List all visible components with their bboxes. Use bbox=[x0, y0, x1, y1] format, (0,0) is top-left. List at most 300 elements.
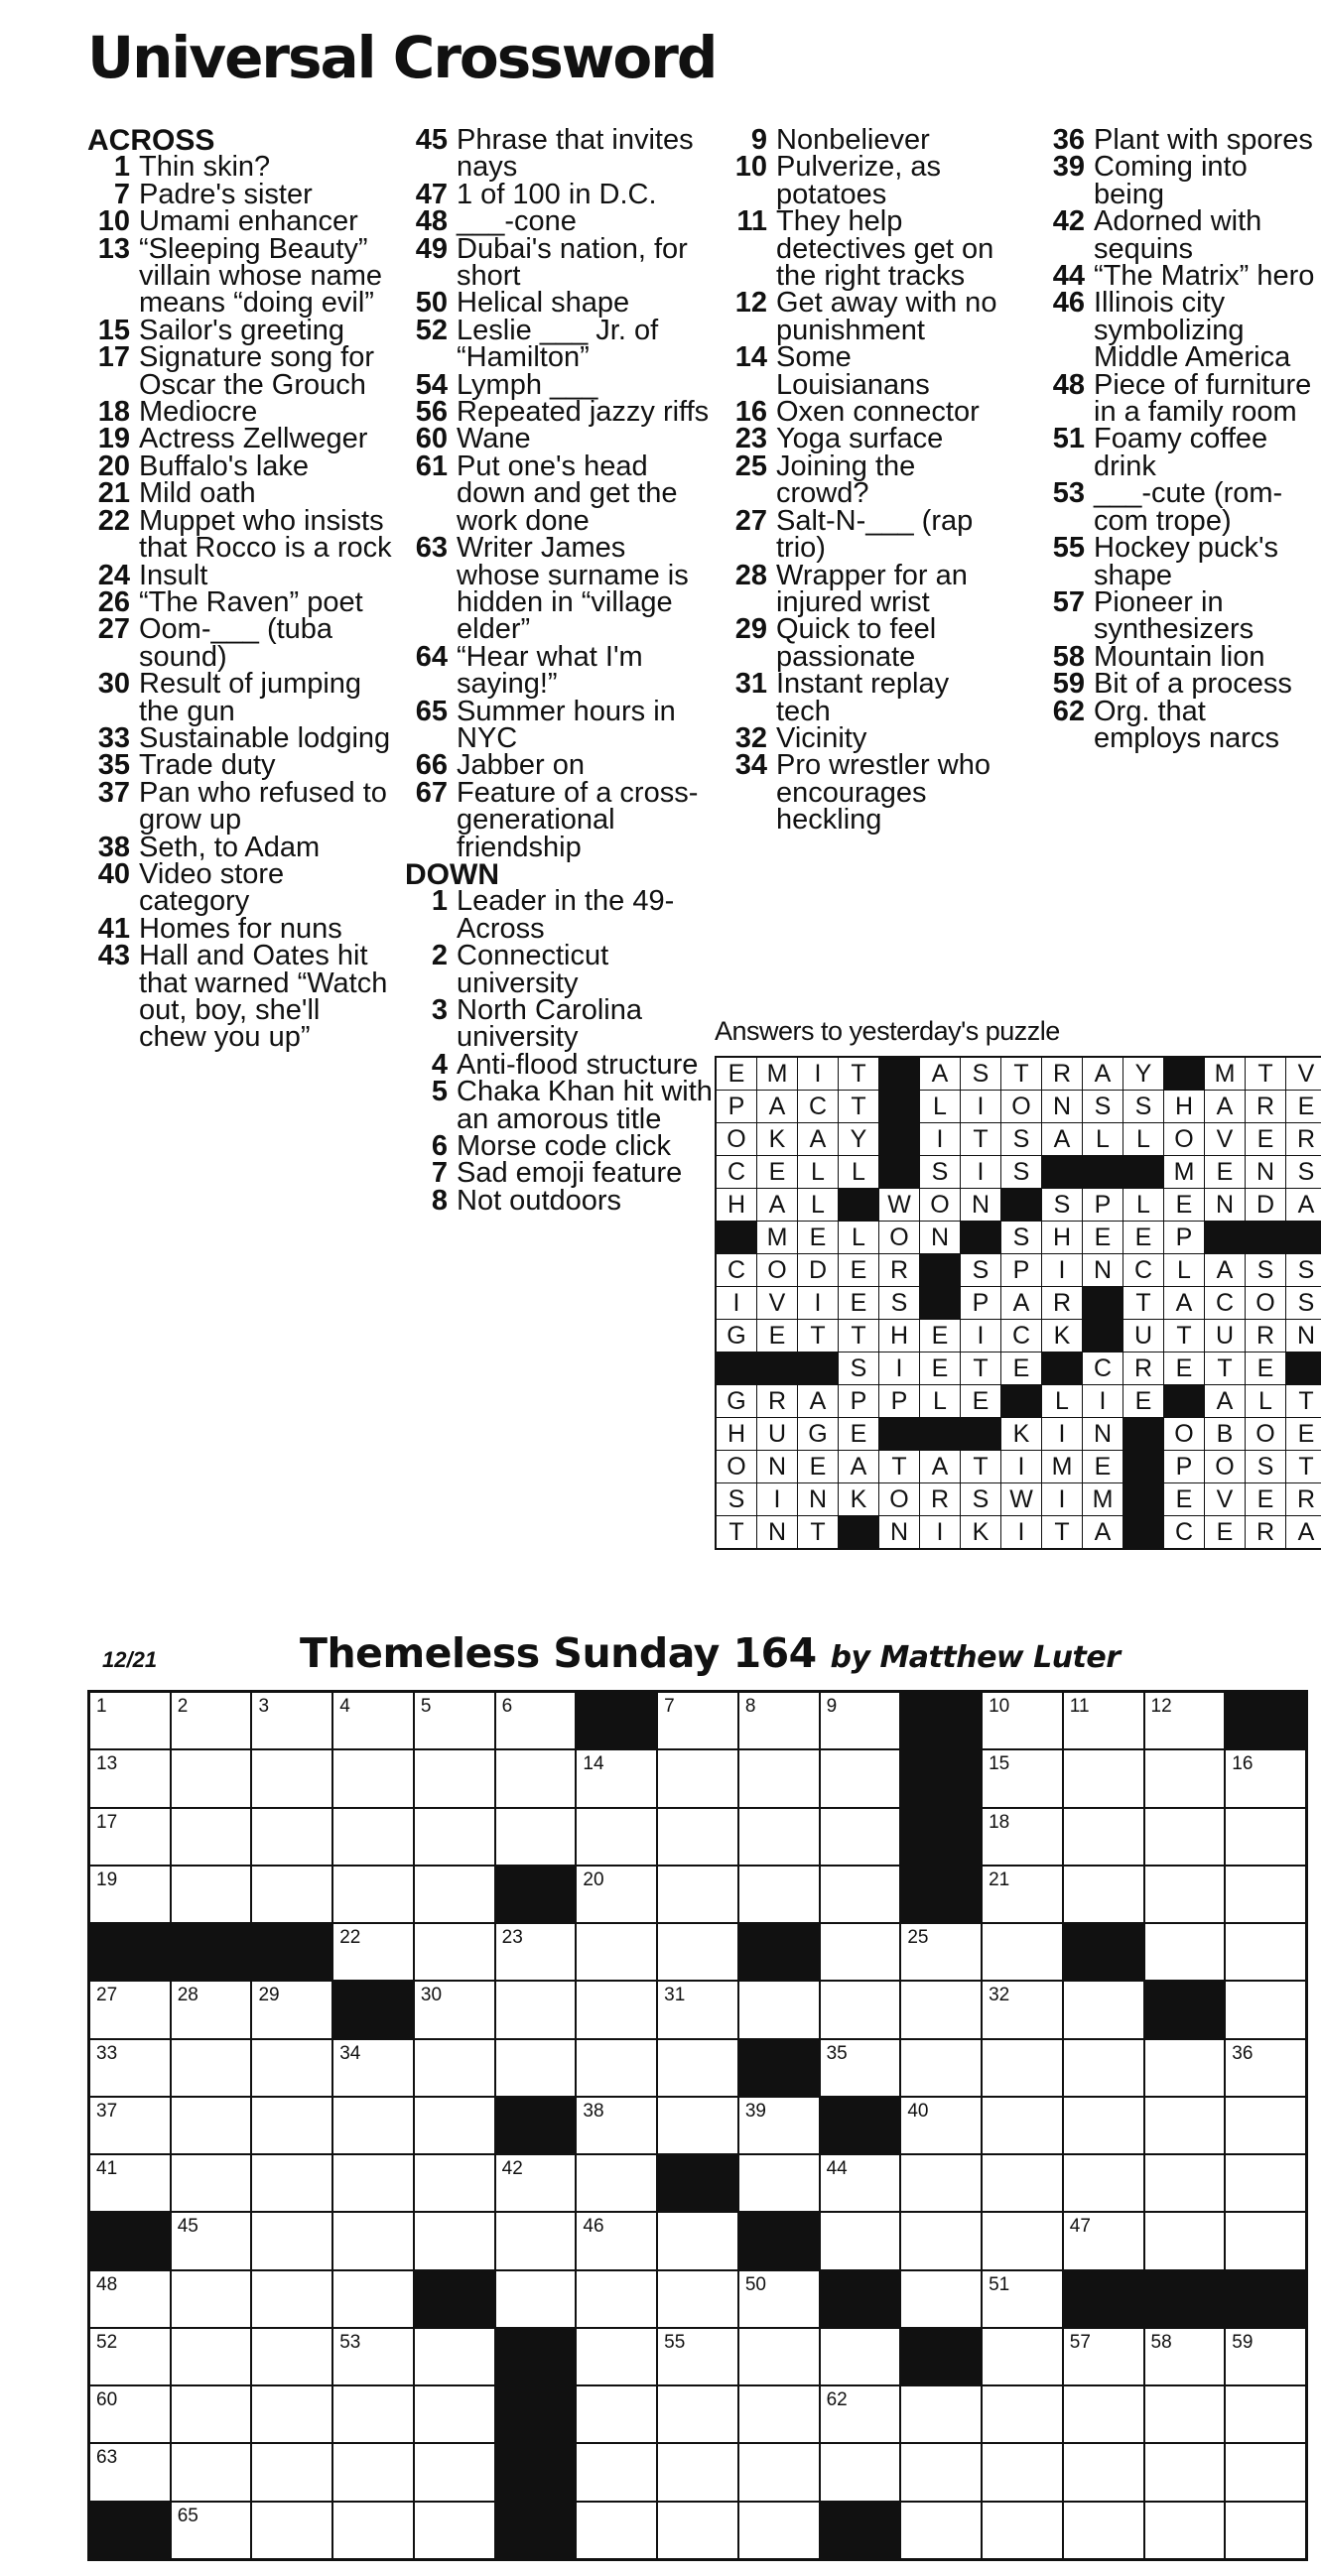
grid-cell[interactable] bbox=[1064, 2213, 1143, 2268]
grid-cell[interactable] bbox=[821, 1693, 900, 1748]
clue-text: Feature of a cross-generational friendship bbox=[457, 776, 699, 863]
grid-cell[interactable] bbox=[1064, 2098, 1143, 2153]
grid-cell[interactable] bbox=[90, 2098, 170, 2153]
grid-cell[interactable] bbox=[983, 2098, 1062, 2153]
grid-cell[interactable] bbox=[333, 2155, 413, 2211]
clue-text: Sailor's greeting bbox=[139, 314, 345, 346]
grid-cell[interactable] bbox=[415, 2155, 494, 2211]
grid-cell[interactable] bbox=[577, 2040, 656, 2096]
answer-cell: A bbox=[757, 1189, 797, 1221]
answer-cell: R bbox=[879, 1254, 919, 1286]
grid-cell[interactable] bbox=[1145, 1750, 1225, 1806]
grid-cell[interactable] bbox=[496, 2155, 576, 2211]
grid-cell[interactable] bbox=[1145, 2213, 1225, 2268]
grid-cell[interactable] bbox=[172, 1982, 251, 2037]
clue-text: Connecticut university bbox=[457, 940, 609, 999]
grid-cell[interactable] bbox=[821, 2329, 900, 2384]
grid-cell[interactable] bbox=[1064, 1750, 1143, 1806]
grid-cell[interactable] bbox=[415, 1867, 494, 1922]
clue-number: 52 bbox=[415, 314, 448, 346]
grid-cell[interactable] bbox=[739, 2444, 819, 2500]
grid-cell[interactable] bbox=[821, 2213, 900, 2268]
grid-cell[interactable] bbox=[415, 2098, 494, 2153]
grid-cell[interactable] bbox=[1226, 1982, 1305, 2037]
grid-cell[interactable] bbox=[496, 1693, 576, 1748]
grid-cell[interactable] bbox=[821, 2444, 900, 2500]
grid-cell[interactable] bbox=[90, 2040, 170, 2096]
answer-block bbox=[798, 1352, 838, 1384]
clue bbox=[405, 532, 713, 646]
grid-cell[interactable] bbox=[496, 1750, 576, 1806]
grid-cell[interactable] bbox=[252, 2155, 331, 2211]
grid-cell[interactable] bbox=[333, 1867, 413, 1922]
grid-cell[interactable] bbox=[1145, 2503, 1225, 2558]
grid-cell[interactable] bbox=[658, 1982, 737, 2037]
grid-cell[interactable] bbox=[172, 1867, 251, 1922]
grid-cell[interactable] bbox=[415, 1924, 494, 1980]
clue-number: 27 bbox=[97, 613, 130, 646]
grid-cell[interactable] bbox=[333, 1924, 413, 1980]
answer-cell: E bbox=[839, 1287, 878, 1319]
grid-cell[interactable] bbox=[415, 1809, 494, 1865]
grid-cell[interactable] bbox=[1226, 2444, 1305, 2500]
grid-cell[interactable] bbox=[577, 1924, 656, 1980]
grid-cell[interactable] bbox=[983, 1867, 1062, 1922]
clue-text: Anti-flood structure bbox=[457, 1048, 699, 1081]
grid-cell[interactable] bbox=[658, 2040, 737, 2096]
grid-cell[interactable] bbox=[739, 2386, 819, 2442]
grid-cell[interactable] bbox=[1226, 2040, 1305, 2096]
grid-cell[interactable] bbox=[1145, 1924, 1225, 1980]
grid-cell[interactable] bbox=[415, 2503, 494, 2558]
grid-cell[interactable] bbox=[1064, 1809, 1143, 1865]
answer-cell: T bbox=[1042, 1516, 1082, 1548]
clue bbox=[725, 341, 1007, 401]
grid-cell[interactable] bbox=[496, 2271, 576, 2327]
grid-cell[interactable] bbox=[739, 2098, 819, 2153]
clue-text: “The Raven” poet bbox=[139, 585, 363, 618]
grid-cell[interactable] bbox=[658, 2213, 737, 2268]
grid-cell[interactable] bbox=[983, 2386, 1062, 2442]
answer-cell: W bbox=[1001, 1483, 1041, 1515]
grid-cell[interactable] bbox=[577, 2271, 656, 2327]
grid-cell[interactable] bbox=[333, 2040, 413, 2096]
grid-cell[interactable] bbox=[333, 1750, 413, 1806]
clue bbox=[87, 450, 395, 482]
grid-cell[interactable] bbox=[983, 1924, 1062, 1980]
grid-cell[interactable] bbox=[252, 2098, 331, 2153]
clue bbox=[87, 341, 395, 401]
grid-cell[interactable] bbox=[983, 2040, 1062, 2096]
answer-cell: I bbox=[1042, 1418, 1082, 1450]
answer-cell: E bbox=[798, 1451, 838, 1482]
grid-cell[interactable] bbox=[821, 1924, 900, 1980]
clue-text: ___-cute (rom-com trope) bbox=[1094, 477, 1283, 537]
grid-cell[interactable] bbox=[1064, 2503, 1143, 2558]
answer-cell: S bbox=[961, 1254, 1000, 1286]
grid-block bbox=[821, 2503, 900, 2558]
grid-cell[interactable] bbox=[172, 1750, 251, 1806]
grid-cell[interactable] bbox=[252, 2040, 331, 2096]
clue bbox=[1042, 423, 1320, 482]
answer-cell: O bbox=[879, 1222, 919, 1253]
grid-cell[interactable] bbox=[90, 2329, 170, 2384]
grid-cell[interactable] bbox=[658, 1809, 737, 1865]
grid-cell[interactable] bbox=[172, 2503, 251, 2558]
grid-cell[interactable] bbox=[1145, 2155, 1225, 2211]
answer-cell: M bbox=[1164, 1156, 1204, 1188]
grid-cell[interactable] bbox=[901, 2155, 981, 2211]
clue-text: Hall and Oates hit that warned “Watch out, boy, she'll chew you up” bbox=[139, 940, 388, 1054]
grid-cell[interactable] bbox=[252, 1693, 331, 1748]
clue-text: Summer hours in NYC bbox=[457, 695, 676, 754]
grid-cell[interactable] bbox=[577, 2155, 656, 2211]
grid-cell[interactable] bbox=[983, 1809, 1062, 1865]
grid-cell[interactable] bbox=[658, 1693, 737, 1748]
grid-cell[interactable] bbox=[333, 2444, 413, 2500]
grid-cell[interactable] bbox=[983, 2213, 1062, 2268]
clue-text: Helical shape bbox=[457, 287, 630, 320]
clue-text: Wrapper for an injured wrist bbox=[776, 559, 968, 618]
clue bbox=[405, 232, 713, 293]
grid-cell[interactable] bbox=[1226, 2098, 1305, 2153]
grid-cell[interactable] bbox=[333, 1693, 413, 1748]
grid-cell[interactable] bbox=[1226, 2329, 1305, 2384]
grid-cell[interactable] bbox=[333, 2386, 413, 2442]
answer-cell: I bbox=[961, 1156, 1000, 1188]
answer-cell: C bbox=[717, 1254, 756, 1286]
cell-number: 47 bbox=[1069, 2216, 1091, 2238]
cell-number: 23 bbox=[501, 1927, 523, 1949]
clue bbox=[1042, 151, 1320, 210]
grid-cell[interactable] bbox=[172, 2098, 251, 2153]
grid-cell[interactable] bbox=[172, 2040, 251, 2096]
grid-cell[interactable] bbox=[252, 1982, 331, 2037]
answer-block bbox=[1123, 1156, 1163, 1188]
clue-number: 31 bbox=[734, 668, 767, 701]
cell-number: 53 bbox=[339, 2331, 361, 2353]
grid-cell[interactable] bbox=[496, 1982, 576, 2037]
grid-cell[interactable] bbox=[658, 1924, 737, 1980]
grid-cell[interactable] bbox=[1145, 2329, 1225, 2384]
grid-cell[interactable] bbox=[577, 2503, 656, 2558]
grid-cell[interactable] bbox=[252, 2271, 331, 2327]
grid-cell[interactable] bbox=[496, 1809, 576, 1865]
grid-cell[interactable] bbox=[333, 2329, 413, 2384]
grid-cell[interactable] bbox=[821, 2040, 900, 2096]
grid-cell[interactable] bbox=[1226, 1867, 1305, 1922]
grid-cell[interactable] bbox=[983, 2155, 1062, 2211]
clue-number: 20 bbox=[97, 450, 130, 482]
grid-cell[interactable] bbox=[577, 1750, 656, 1806]
cell-number: 33 bbox=[96, 2042, 118, 2064]
answer-cell: A bbox=[1042, 1123, 1082, 1155]
grid-cell[interactable] bbox=[90, 1693, 170, 1748]
grid-cell[interactable] bbox=[739, 2503, 819, 2558]
grid-cell[interactable] bbox=[577, 1809, 656, 1865]
grid-cell[interactable] bbox=[1226, 2155, 1305, 2211]
grid-cell[interactable] bbox=[90, 2155, 170, 2211]
grid-cell[interactable] bbox=[901, 1924, 981, 1980]
clue-text: Umami enhancer bbox=[139, 205, 358, 238]
grid-block bbox=[1226, 1693, 1305, 1748]
grid-cell[interactable] bbox=[415, 1693, 494, 1748]
grid-cell[interactable] bbox=[739, 1809, 819, 1865]
answer-block bbox=[879, 1058, 919, 1090]
answer-cell: A bbox=[839, 1451, 878, 1482]
clue-text: Phrase that invites nays bbox=[457, 124, 694, 184]
grid-cell[interactable] bbox=[172, 2329, 251, 2384]
grid-cell[interactable] bbox=[333, 1809, 413, 1865]
clue-number: 34 bbox=[734, 749, 767, 782]
grid-cell[interactable] bbox=[1226, 1809, 1305, 1865]
clue-text: Instant replay tech bbox=[776, 668, 950, 727]
grid-cell[interactable] bbox=[90, 2271, 170, 2327]
grid-cell[interactable] bbox=[172, 2271, 251, 2327]
grid-cell[interactable] bbox=[90, 2386, 170, 2442]
grid-cell[interactable] bbox=[739, 1982, 819, 2037]
grid-cell[interactable] bbox=[1145, 2098, 1225, 2153]
grid-cell[interactable] bbox=[901, 2040, 981, 2096]
grid-cell[interactable] bbox=[821, 1982, 900, 2037]
grid-cell[interactable] bbox=[90, 1809, 170, 1865]
grid-cell[interactable] bbox=[901, 2386, 981, 2442]
grid-cell[interactable] bbox=[821, 1809, 900, 1865]
grid-cell[interactable] bbox=[1226, 2503, 1305, 2558]
grid-cell[interactable] bbox=[1064, 1693, 1143, 1748]
grid-cell[interactable] bbox=[1145, 1867, 1225, 1922]
grid-cell[interactable] bbox=[739, 1750, 819, 1806]
grid-cell[interactable] bbox=[415, 1982, 494, 2037]
clue bbox=[87, 178, 395, 210]
grid-cell[interactable] bbox=[983, 2444, 1062, 2500]
clue-text: Pan who refused to grow up bbox=[139, 776, 387, 837]
grid-cell[interactable] bbox=[415, 2329, 494, 2384]
clue bbox=[1042, 668, 1320, 701]
clue bbox=[405, 314, 713, 374]
answer-cell: N bbox=[1042, 1091, 1082, 1122]
grid-cell[interactable] bbox=[1145, 2444, 1225, 2500]
answer-cell: S bbox=[961, 1483, 1000, 1515]
grid-cell[interactable] bbox=[821, 1750, 900, 1806]
grid-cell[interactable] bbox=[1226, 2213, 1305, 2268]
clue-text: Padre's sister bbox=[139, 178, 313, 210]
grid-cell[interactable] bbox=[577, 2444, 656, 2500]
answer-cell: T bbox=[798, 1516, 838, 1548]
grid-cell[interactable] bbox=[172, 1693, 251, 1748]
clue-number: 26 bbox=[97, 585, 130, 618]
grid-cell[interactable] bbox=[658, 2329, 737, 2384]
grid-cell[interactable] bbox=[90, 1982, 170, 2037]
clue-number: 5 bbox=[431, 1076, 448, 1108]
grid-cell[interactable] bbox=[252, 1750, 331, 1806]
clue-number: 48 bbox=[415, 205, 448, 238]
grid-cell[interactable] bbox=[252, 2444, 331, 2500]
grid-cell[interactable] bbox=[1064, 2386, 1143, 2442]
answer-cell: P bbox=[961, 1287, 1000, 1319]
clue bbox=[725, 613, 1007, 673]
grid-cell[interactable] bbox=[1064, 2155, 1143, 2211]
grid-cell[interactable] bbox=[1064, 1982, 1143, 2037]
answer-cell: P bbox=[1001, 1254, 1041, 1286]
answer-cell: L bbox=[798, 1156, 838, 1188]
grid-cell[interactable] bbox=[172, 2386, 251, 2442]
grid-cell[interactable] bbox=[333, 2271, 413, 2327]
cell-number: 37 bbox=[96, 2100, 118, 2122]
grid-cell[interactable] bbox=[90, 2444, 170, 2500]
grid-cell[interactable] bbox=[658, 1750, 737, 1806]
grid-cell[interactable] bbox=[1226, 2386, 1305, 2442]
answer-cell: E bbox=[1286, 1418, 1321, 1450]
grid-cell[interactable] bbox=[333, 2098, 413, 2153]
grid-cell[interactable] bbox=[1145, 1693, 1225, 1748]
answer-cell: O bbox=[1246, 1287, 1285, 1319]
cell-number: 36 bbox=[1232, 2042, 1254, 2064]
grid-cell[interactable] bbox=[415, 2386, 494, 2442]
answer-cell: E bbox=[1083, 1451, 1123, 1482]
grid-cell[interactable] bbox=[252, 2386, 331, 2442]
grid-cell[interactable] bbox=[172, 2213, 251, 2268]
grid-cell[interactable] bbox=[415, 2444, 494, 2500]
answer-cell: V bbox=[1205, 1123, 1245, 1155]
grid-block bbox=[1226, 2271, 1305, 2327]
clue bbox=[405, 205, 713, 238]
grid-cell[interactable] bbox=[90, 1750, 170, 1806]
grid-cell[interactable] bbox=[496, 1924, 576, 1980]
grid-cell[interactable] bbox=[1064, 2329, 1143, 2384]
clue-number: 15 bbox=[97, 314, 130, 346]
grid-cell[interactable] bbox=[983, 2503, 1062, 2558]
grid-cell[interactable] bbox=[901, 1982, 981, 2037]
grid-cell[interactable] bbox=[658, 2271, 737, 2327]
clue-number: 43 bbox=[97, 940, 130, 972]
grid-cell[interactable] bbox=[252, 2503, 331, 2558]
clue bbox=[725, 450, 1007, 510]
answer-cell: I bbox=[1001, 1516, 1041, 1548]
grid-cell[interactable] bbox=[577, 1867, 656, 1922]
grid-cell[interactable] bbox=[739, 1693, 819, 1748]
grid-cell[interactable] bbox=[1145, 2386, 1225, 2442]
grid-block bbox=[821, 2271, 900, 2327]
grid-block bbox=[901, 1693, 981, 1748]
answer-cell: L bbox=[1246, 1385, 1285, 1417]
answer-block bbox=[1042, 1156, 1082, 1188]
grid-cell[interactable] bbox=[496, 2040, 576, 2096]
grid-cell[interactable] bbox=[1064, 2040, 1143, 2096]
answer-block bbox=[1083, 1287, 1123, 1319]
answer-block bbox=[1001, 1189, 1041, 1221]
answer-cell: N bbox=[1286, 1320, 1321, 1352]
grid-cell[interactable] bbox=[901, 2444, 981, 2500]
clue-number: 17 bbox=[97, 341, 130, 374]
grid-cell[interactable] bbox=[252, 1867, 331, 1922]
clue-number: 14 bbox=[734, 341, 767, 374]
grid-cell[interactable] bbox=[658, 2503, 737, 2558]
answer-cell: A bbox=[757, 1091, 797, 1122]
grid-cell[interactable] bbox=[252, 2213, 331, 2268]
clue bbox=[405, 776, 713, 863]
grid-cell[interactable] bbox=[415, 2040, 494, 2096]
grid-cell[interactable] bbox=[739, 2155, 819, 2211]
grid-cell[interactable] bbox=[172, 1809, 251, 1865]
grid-cell[interactable] bbox=[739, 2271, 819, 2327]
grid-cell[interactable] bbox=[415, 1750, 494, 1806]
grid-cell[interactable] bbox=[333, 2213, 413, 2268]
grid-cell[interactable] bbox=[739, 1867, 819, 1922]
grid-cell[interactable] bbox=[577, 2213, 656, 2268]
answer-cell: A bbox=[1205, 1254, 1245, 1286]
grid-cell[interactable] bbox=[577, 2386, 656, 2442]
clue-number: 7 bbox=[431, 1157, 448, 1190]
clue-text: Actress Zellweger bbox=[139, 423, 368, 455]
grid-cell[interactable] bbox=[901, 2213, 981, 2268]
grid-block bbox=[1064, 2271, 1143, 2327]
grid-cell[interactable] bbox=[1226, 1750, 1305, 1806]
clue-number: 37 bbox=[97, 776, 130, 809]
grid-cell[interactable] bbox=[901, 2098, 981, 2153]
clue-text: Foamy coffee drink bbox=[1094, 423, 1268, 482]
answer-cell: E bbox=[757, 1320, 797, 1352]
grid-cell[interactable] bbox=[983, 2329, 1062, 2384]
answer-cell: V bbox=[1205, 1483, 1245, 1515]
grid-cell[interactable] bbox=[252, 2329, 331, 2384]
grid-cell[interactable] bbox=[415, 2213, 494, 2268]
grid-cell[interactable] bbox=[577, 1982, 656, 2037]
answer-cell: E bbox=[1083, 1222, 1123, 1253]
grid-block bbox=[739, 1924, 819, 1980]
grid-cell[interactable] bbox=[658, 2444, 737, 2500]
grid-cell[interactable] bbox=[1064, 1867, 1143, 1922]
grid-cell[interactable] bbox=[333, 2503, 413, 2558]
clue bbox=[87, 940, 395, 1054]
grid-cell[interactable] bbox=[252, 1809, 331, 1865]
grid-cell[interactable] bbox=[901, 2503, 981, 2558]
grid-cell[interactable] bbox=[983, 1750, 1062, 1806]
grid-cell[interactable] bbox=[90, 1867, 170, 1922]
answer-cell: O bbox=[1164, 1123, 1204, 1155]
clue-text: 1 of 100 in D.C. bbox=[457, 178, 657, 210]
grid-cell[interactable] bbox=[983, 2271, 1062, 2327]
cell-number: 4 bbox=[339, 1696, 350, 1717]
grid-cell[interactable] bbox=[172, 2155, 251, 2211]
answer-block bbox=[1246, 1222, 1285, 1253]
answer-cell: E bbox=[1286, 1091, 1321, 1122]
grid-cell[interactable] bbox=[821, 2386, 900, 2442]
grid-cell[interactable] bbox=[658, 1867, 737, 1922]
grid-cell[interactable] bbox=[577, 2098, 656, 2153]
grid-cell[interactable] bbox=[1064, 2444, 1143, 2500]
grid-cell[interactable] bbox=[658, 2098, 737, 2153]
grid-cell[interactable] bbox=[1145, 2040, 1225, 2096]
grid-cell[interactable] bbox=[983, 1982, 1062, 2037]
answer-cell: H bbox=[879, 1320, 919, 1352]
grid-cell[interactable] bbox=[739, 2329, 819, 2384]
clue-text: “The Matrix” hero bbox=[1094, 260, 1315, 293]
grid-cell[interactable] bbox=[821, 2155, 900, 2211]
grid-cell[interactable] bbox=[983, 1693, 1062, 1748]
answer-block bbox=[1083, 1320, 1123, 1352]
grid-cell[interactable] bbox=[577, 2329, 656, 2384]
grid-cell[interactable] bbox=[658, 2386, 737, 2442]
clue bbox=[405, 1048, 713, 1081]
grid-cell[interactable] bbox=[901, 2271, 981, 2327]
grid-cell[interactable] bbox=[821, 1867, 900, 1922]
grid-cell[interactable] bbox=[496, 2213, 576, 2268]
grid-cell[interactable] bbox=[1226, 1924, 1305, 1980]
clue-number: 9 bbox=[750, 124, 767, 156]
grid-cell[interactable] bbox=[1145, 1809, 1225, 1865]
grid-cell[interactable] bbox=[172, 2444, 251, 2500]
